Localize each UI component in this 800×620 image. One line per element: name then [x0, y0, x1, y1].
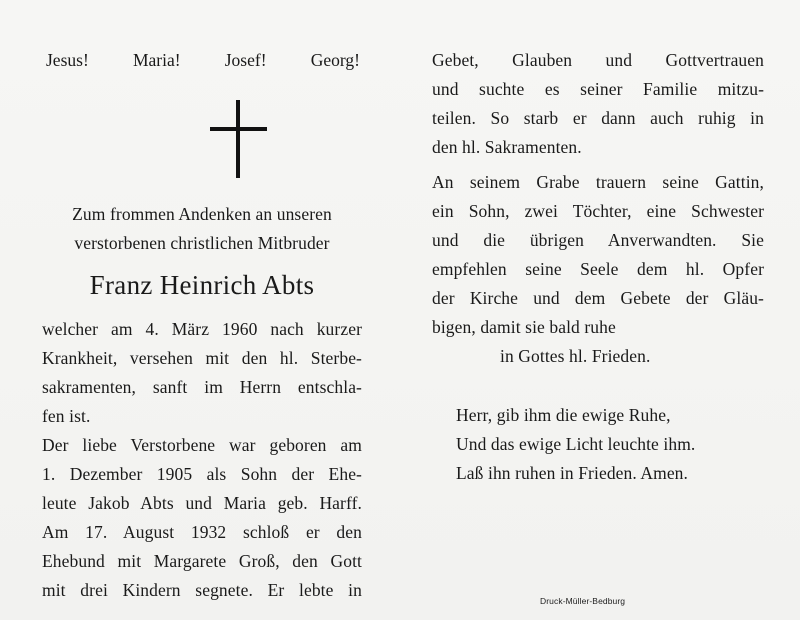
prayer-line: Und das ewige Licht leuchte ihm. — [456, 434, 696, 454]
death-line: Krankheit, versehen mit den hl. Sterbe- — [42, 348, 362, 368]
continuation-line: teilen. So starb er dann auch ruhig in — [432, 108, 764, 128]
continuation-line: und suchte es seiner Familie mitzu- — [432, 79, 764, 99]
biography-line: leute Jakob Abts und Maria geb. Harff. — [42, 493, 362, 513]
invocation-josef: Josef! — [224, 50, 267, 70]
mourners-line: ein Sohn, zwei Töchter, eine Schwester — [432, 201, 764, 221]
prayer-line: Laß ihn ruhen in Frieden. Amen. — [456, 463, 689, 483]
invocation-jesus: Jesus! — [46, 50, 89, 70]
intro-line: verstorbenen christlichen Mitbruder — [74, 233, 330, 253]
prayer-line: Herr, gib ihm die ewige Ruhe, — [456, 405, 671, 425]
continuation-line: den hl. Sakramenten. — [432, 137, 582, 157]
death-line: fen ist. — [42, 406, 91, 426]
printer-credit: Druck-Müller-Bedburg — [540, 596, 626, 606]
death-line: welcher am 4. März 1960 nach kurzer — [42, 319, 362, 339]
continuation-line: Gebet, Glauben und Gottvertrauen — [432, 50, 764, 70]
biography-line: Am 17. August 1932 schloß er den — [42, 522, 362, 542]
latin-cross-icon — [210, 100, 270, 180]
invocation-georg: Georg! — [310, 50, 360, 70]
mourners-line: der Kirche und dem Gebete der Gläu- — [432, 288, 764, 308]
biography-line: mit drei Kindern segnete. Er lebte in — [42, 580, 362, 600]
mourners-line: bigen, damit sie bald ruhe — [432, 317, 616, 337]
deceased-name: Franz Heinrich Abts — [89, 270, 315, 300]
mourners-line: An seinem Grabe trauern seine Gattin, — [432, 172, 764, 192]
death-line: sakramenten, sanft im Herrn entschla- — [42, 377, 362, 397]
intro-line: Zum frommen Andenken an unseren — [72, 204, 332, 224]
invocations — [46, 50, 360, 70]
mourners-line: und die übrigen Anverwandten. Sie — [432, 230, 764, 250]
biography-line: Der liebe Verstorbene war geboren am — [42, 435, 362, 455]
biography-line: 1. Dezember 1905 als Sohn der Ehe- — [42, 464, 362, 484]
invocation-maria: Maria! — [132, 50, 181, 70]
mourners-line: empfehlen seine Seele dem hl. Opfer — [432, 259, 764, 279]
biography-line: Ehebund mit Margarete Groß, den Gott — [42, 551, 362, 571]
closing-line: in Gottes hl. Frieden. — [500, 346, 651, 366]
